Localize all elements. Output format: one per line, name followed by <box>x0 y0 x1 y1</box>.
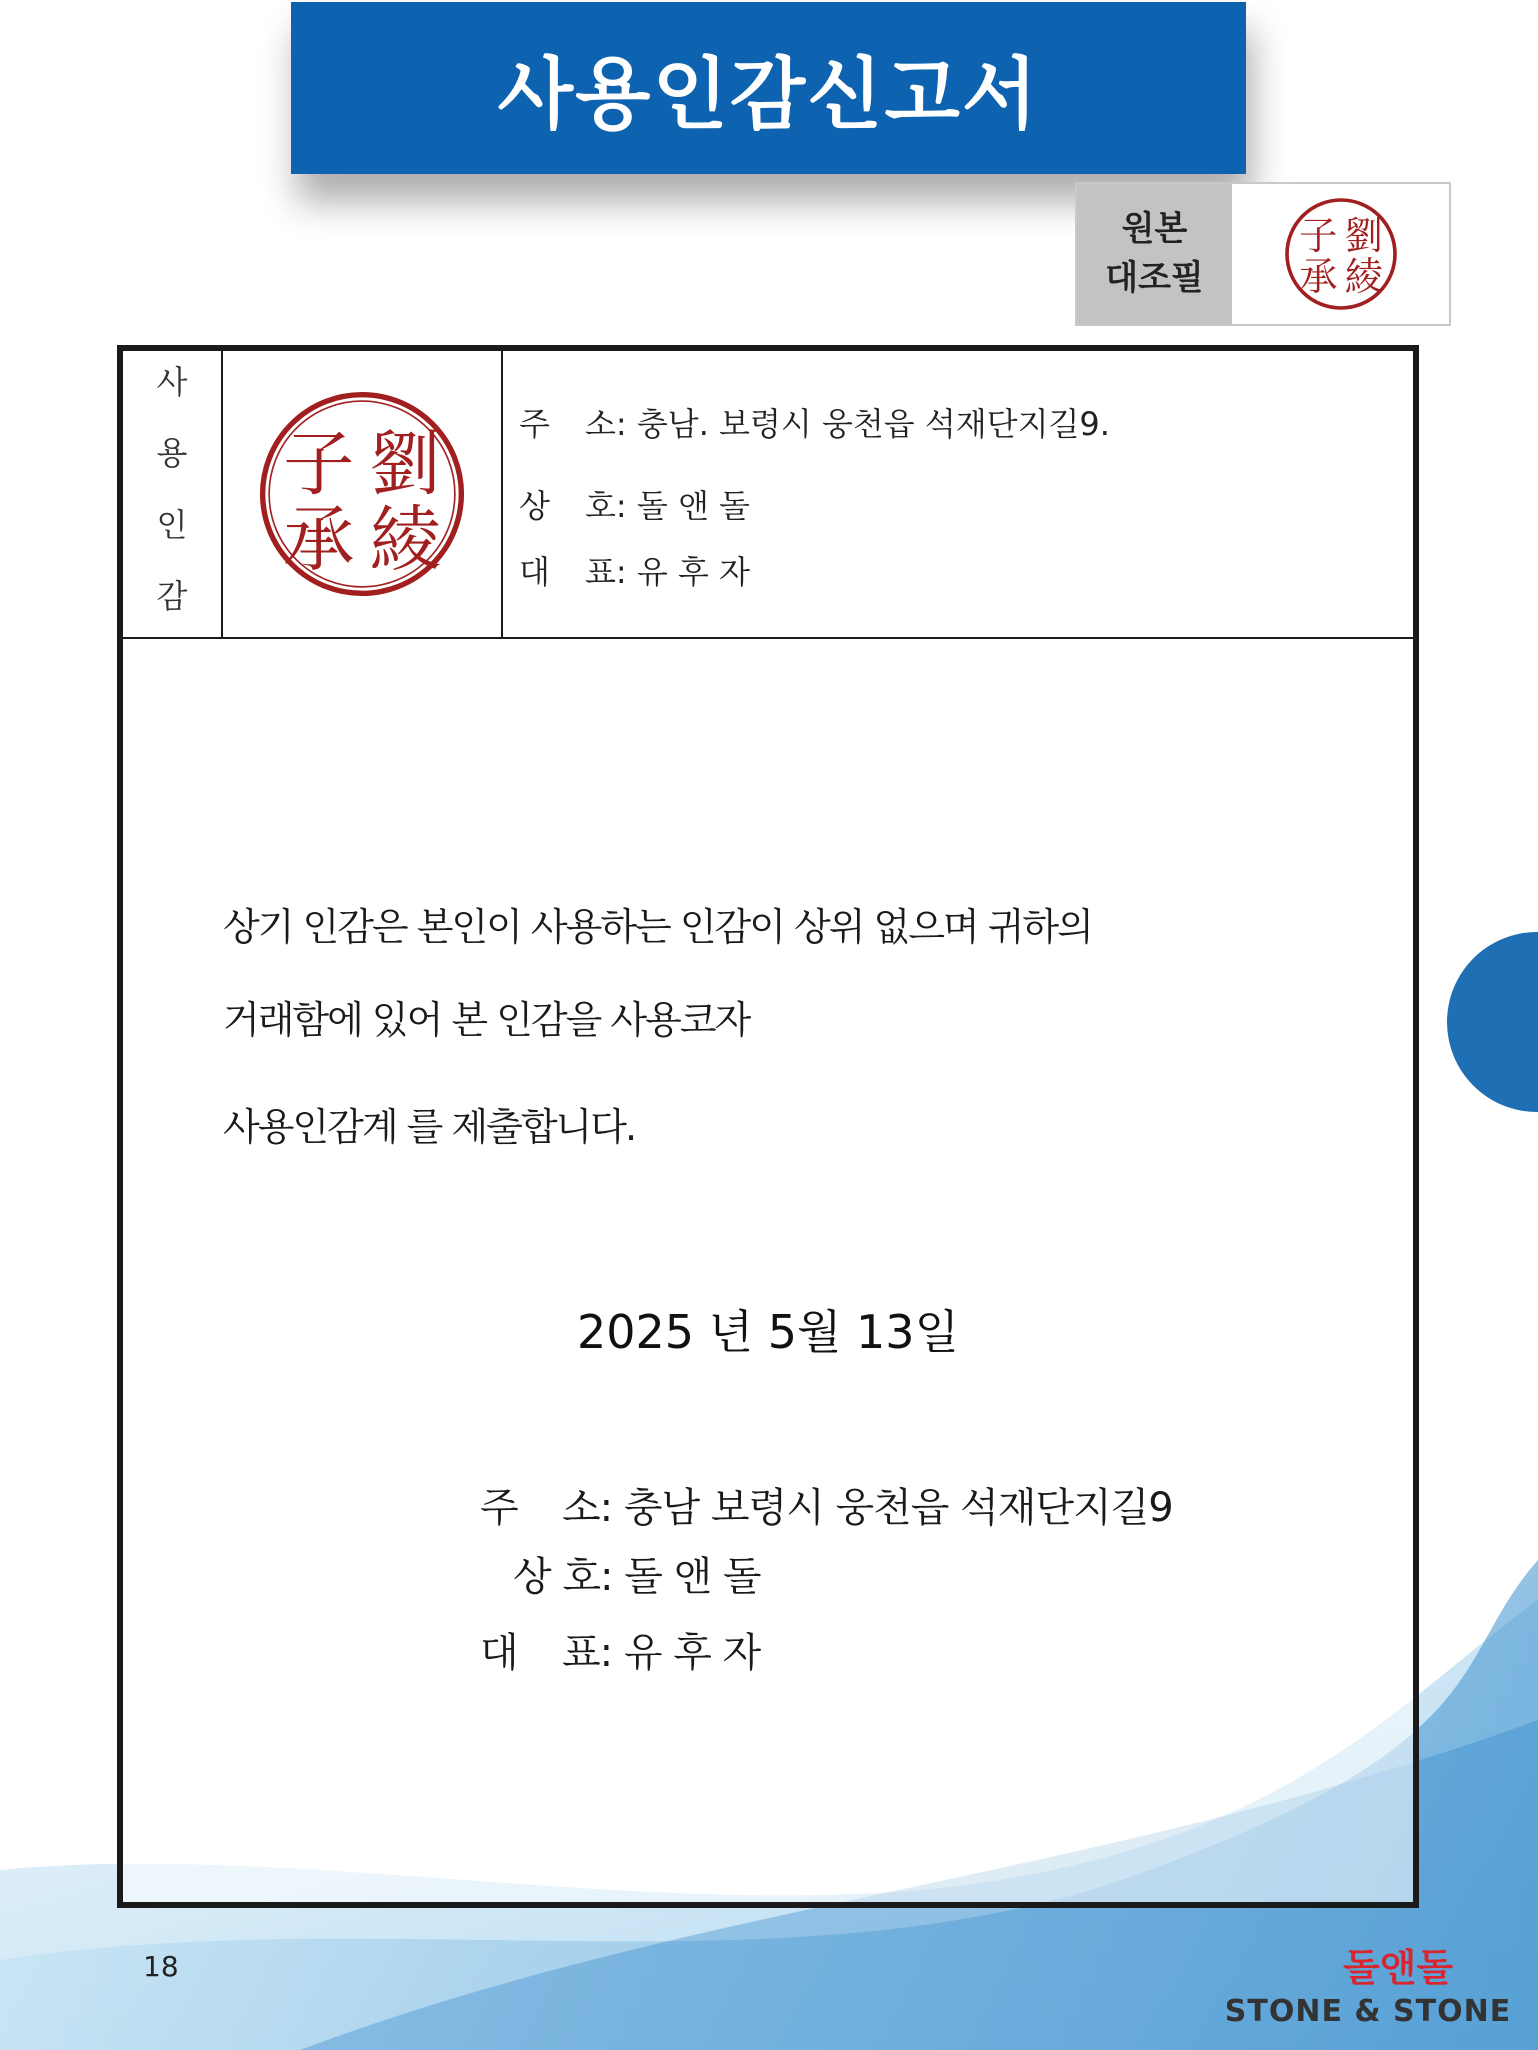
company-sep: 호: <box>585 487 627 525</box>
seal-vertical-label <box>123 351 223 637</box>
statement-line-1: 상기 인감은 본인이 사용하는 인감이 상위 없으며 귀하의 <box>223 905 1092 949</box>
statement-line-2: 거래함에 있어 본 인감을 사용코자 <box>223 998 750 1042</box>
svg-text:子: 子 <box>1298 214 1337 260</box>
footer-address-sep: 소: <box>562 1485 613 1531</box>
svg-text:承: 承 <box>1298 255 1337 300</box>
address-sep: 소: <box>585 405 627 443</box>
seal-stamp-small <box>1232 184 1449 324</box>
submission-date: 2025 년 5월 13일 <box>576 1305 960 1359</box>
logo-english: STONE & STONE <box>1224 1993 1512 2029</box>
company-line <box>519 481 750 527</box>
footer-address-line <box>480 1476 1173 1533</box>
page-number: 18 <box>143 1950 179 1983</box>
address-value: 충남. 보령시 웅천읍 석재단지길9. <box>636 405 1110 443</box>
svg-text:綾: 綾 <box>1344 255 1383 300</box>
certify-label <box>1077 184 1232 324</box>
representative-line <box>519 547 750 593</box>
certify-label-line2: 대조필 <box>1105 258 1204 298</box>
svg-text:劉: 劉 <box>1344 214 1383 260</box>
footer-rep-label: 대 <box>480 1630 518 1676</box>
certify-label-line1: 원본 <box>1121 208 1188 249</box>
seal-owner-info <box>503 351 1413 637</box>
rep-label: 대 <box>519 553 550 591</box>
seal-info-row <box>123 351 1413 639</box>
original-certified-box <box>1075 182 1451 326</box>
page-title: 사용인감신고서 <box>497 50 1040 140</box>
seal-stamp <box>223 351 503 637</box>
vertical-char: 용 <box>156 434 188 473</box>
footer-address-value: 충남 보령시 웅천읍 석재단지길9 <box>623 1485 1173 1531</box>
footer-company-value: 돌 앤 돌 <box>624 1554 761 1600</box>
rep-value: 유 후 자 <box>636 553 750 591</box>
company-label: 상 <box>519 487 550 525</box>
logo-korean: 돌앤돌 <box>1342 1946 1454 1990</box>
svg-text:劉: 劉 <box>369 422 441 506</box>
rep-sep: 표: <box>585 553 627 591</box>
footer-company-label: 상 호: <box>513 1554 613 1600</box>
svg-text:子: 子 <box>283 422 355 506</box>
footer-company-line <box>513 1545 761 1602</box>
svg-text:綾: 綾 <box>369 498 441 582</box>
footer-rep-line <box>480 1621 760 1678</box>
footer-rep-value: 유 후 자 <box>623 1630 761 1676</box>
company-value: 돌 앤 돌 <box>636 487 750 525</box>
title-banner <box>291 2 1246 174</box>
vertical-char: 사 <box>156 363 188 401</box>
vertical-char: 감 <box>156 576 188 615</box>
address-line <box>519 399 1110 445</box>
address-label: 주 <box>519 405 550 443</box>
statement-line-3: 사용인감계 를 제출합니다. <box>223 1105 636 1149</box>
company-logo <box>1222 1948 1514 2040</box>
seal-report-form <box>117 345 1419 1908</box>
footer-rep-sep: 표: <box>562 1630 613 1676</box>
svg-text:承: 承 <box>283 498 355 582</box>
footer-address-label: 주 <box>480 1485 518 1531</box>
vertical-char: 인 <box>156 505 188 544</box>
